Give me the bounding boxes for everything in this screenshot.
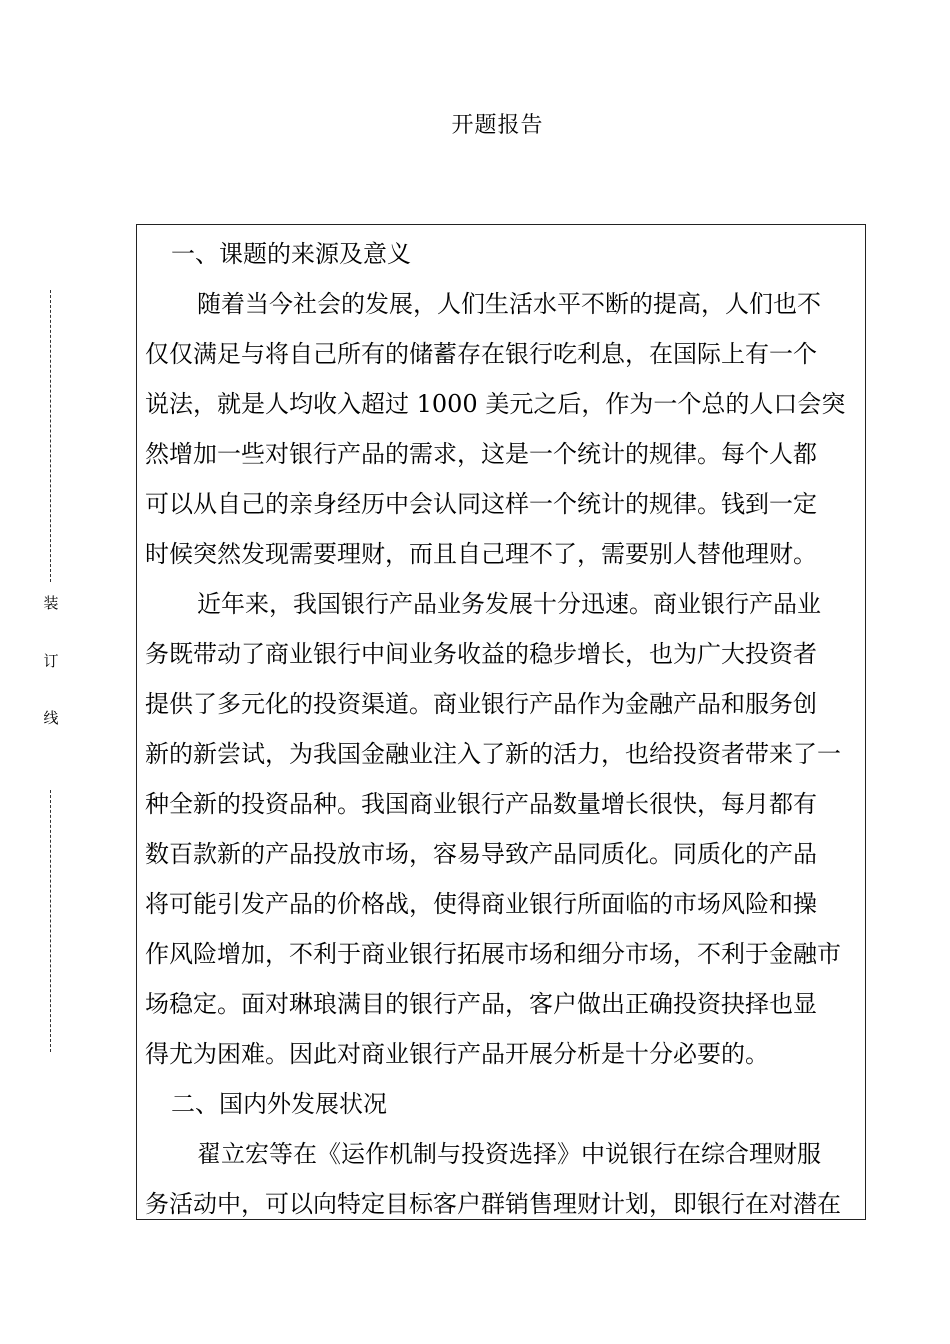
body-line: 务活动中，可以向特定目标客户群销售理财计划，即银行在对潜在: [145, 1190, 841, 1218]
binding-char-zhuang: 装: [43, 594, 59, 612]
body-line: 提供了多元化的投资渠道。商业银行产品作为金融产品和服务创: [145, 690, 817, 718]
body-line: 仅仅满足与将自己所有的储蓄存在银行吃利息，在国际上有一个: [145, 340, 817, 368]
page-title: 开题报告: [451, 113, 544, 138]
body-line: 种全新的投资品种。我国商业银行产品数量增长很快，每月都有: [145, 790, 817, 818]
body-line: 将可能引发产品的价格战，使得商业银行所面临的市场风险和操: [145, 890, 817, 918]
body-line: 得尤为困难。因此对商业银行产品开展分析是十分必要的。: [145, 1040, 769, 1068]
section-heading-domestic-foreign-status: 二、国内外发展状况: [171, 1090, 387, 1118]
body-line: 可以从自己的亲身经历中会认同这样一个统计的规律。钱到一定: [145, 490, 817, 518]
body-line: 近年来，我国银行产品业务发展十分迅速。商业银行产品业: [197, 590, 821, 618]
binding-dashed-line-bottom: [50, 790, 51, 1052]
body-line: 翟立宏等在《运作机制与投资选择》中说银行在综合理财服: [197, 1140, 821, 1168]
body-line: 务既带动了商业银行中间业务收益的稳步增长，也为广大投资者: [145, 640, 817, 668]
binding-dashed-line-top: [50, 290, 51, 582]
binding-char-xian: 线: [43, 709, 59, 727]
body-line: 作风险增加，不利于商业银行拓展市场和细分市场，不利于金融市: [145, 940, 841, 968]
body-line: 数百款新的产品投放市场，容易导致产品同质化。同质化的产品: [145, 840, 817, 868]
body-line: 然增加一些对银行产品的需求，这是一个统计的规律。每个人都: [145, 440, 817, 468]
binding-char-ding: 订: [43, 652, 59, 670]
body-line: 场稳定。面对琳琅满目的银行产品，客户做出正确投资抉择也显: [145, 990, 817, 1018]
section-heading-source-significance: 一、课题的来源及意义: [171, 240, 411, 268]
body-line: 随着当今社会的发展，人们生活水平不断的提高，人们也不: [197, 290, 821, 318]
body-line: 新的新尝试，为我国金融业注入了新的活力，也给投资者带来了一: [145, 740, 841, 768]
body-line: 说法，就是人均收入超过 1000 美元之后，作为一个总的人口会突: [145, 390, 846, 418]
report-frame: [136, 224, 866, 1220]
body-line: 时候突然发现需要理财，而且自己理不了，需要别人替他理财。: [145, 540, 817, 568]
report-body: [145, 229, 861, 1220]
